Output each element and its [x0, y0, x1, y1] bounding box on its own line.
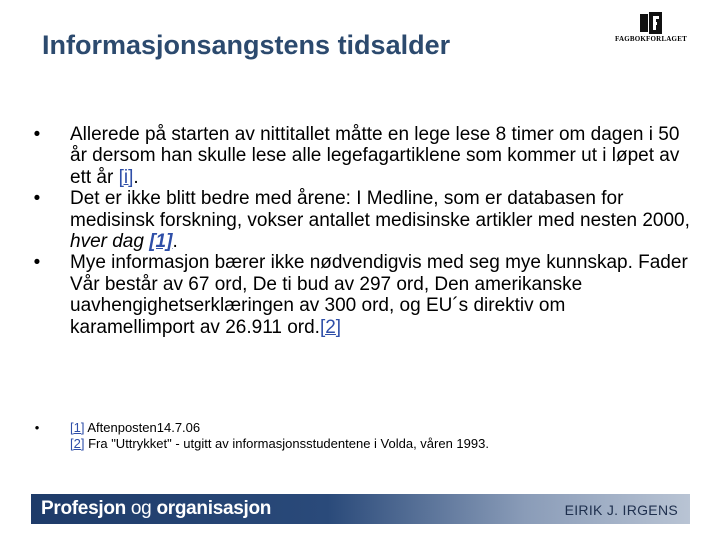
bullet-marker: •: [33, 124, 41, 145]
bullet-marker: •: [33, 252, 41, 274]
footnote-item: [70, 420, 693, 436]
bullet-item: [28, 252, 693, 338]
bullet-item: [28, 124, 693, 188]
publisher-logo: [612, 12, 690, 50]
logo-text: FAGBOKFORLAGET: [615, 35, 687, 43]
footnotes: [28, 420, 693, 452]
footnote-text: Aftenposten14.7.06: [84, 420, 201, 435]
bullet-text-end: .: [172, 231, 178, 253]
bullet-list: [28, 124, 693, 338]
footer-banner: [31, 494, 690, 524]
footnote-ref-link[interactable]: [1]: [70, 420, 85, 435]
reference-link[interactable]: [i]: [118, 166, 134, 188]
footnote-marker: •: [34, 420, 40, 435]
fagbokforlaget-logo-icon: [640, 12, 662, 34]
footnote-item: [70, 436, 693, 452]
bullet-text: Mye informasjon bærer ikke nødvendigvis med seg mye kunnskap. Fader Vår består av 67 ord, De ti bud av 297 ord, Den amerikanske uavhengighetserklæringen av 300 ord, og EU´s direktiv om karamellimport av 26.911 ord.: [70, 252, 688, 338]
footnote-text: Fra "Uttrykket" - utgitt av informasjonsstudentene i Volda, våren 1993.: [84, 436, 489, 451]
bullet-text: Allerede på starten av nittitallet måtte en lege lese 8 timer om dagen i 50 år dersom han skulle lese alle legefagartiklene som kommer ut i løpet av ett år: [70, 124, 680, 188]
bullet-marker: •: [33, 188, 41, 210]
bullet-text: Det er ikke blitt bedre med årene: I Medline, som er databasen for medisinsk forskning, vokser antallet medisinske artikler med nesten 2000,: [70, 188, 690, 231]
bullet-emphasis: hver dag: [70, 231, 144, 253]
reference-link[interactable]: [2]: [319, 316, 342, 338]
slide-title: Informasjonsangstens tidsalder: [42, 30, 451, 60]
banner-course-title: [41, 498, 271, 520]
footnote-ref-link[interactable]: [2]: [70, 436, 85, 451]
reference-link[interactable]: [1]: [149, 231, 173, 253]
banner-word: Profesjon: [41, 498, 126, 519]
bullet-item: [28, 188, 693, 252]
banner-author: EIRIK J. IRGENS: [564, 502, 678, 518]
bullet-text-end: .: [133, 166, 139, 188]
banner-word: og: [125, 498, 157, 519]
banner-word: organisasjon: [156, 498, 272, 519]
